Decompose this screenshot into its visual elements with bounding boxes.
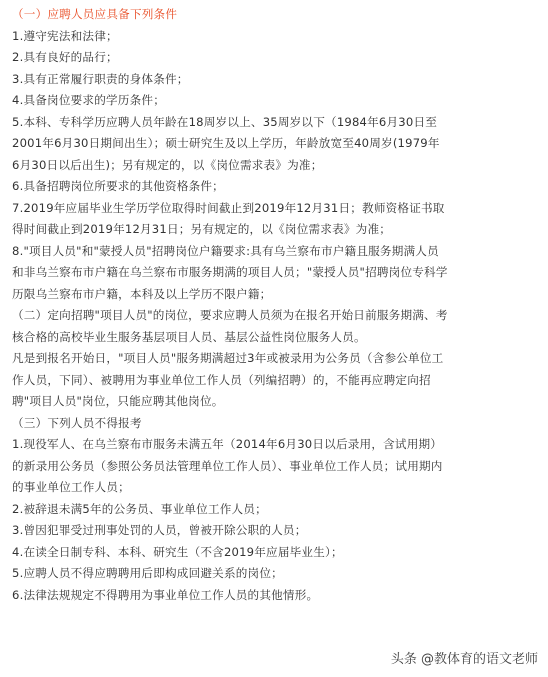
list-item-line: 5.本科、专科学历应聘人员年龄在18周岁以上、35周岁以下（1984年6月30日至 (12, 114, 438, 129)
section-1-heading: （一）应聘人员应具备下列条件 (12, 7, 178, 21)
list-item-line: 7.2019年应届毕业生学历学位取得时间截止到2019年12月31日；教师资格证书取 (12, 200, 445, 215)
list-item: 6.具备招聘岗位所要求的其他资格条件； (12, 179, 224, 193)
watermark: 头条 @教体育的语文老师 (389, 648, 540, 667)
section-2-line: 凡是到报名开始日，"项目人员"服务期满超过3年或被录用为公务员（含参公单位工 (12, 351, 444, 365)
section-2-line: （二）定向招聘"项目人员"的岗位，要求应聘人员须为在报名开始日前服务期满、考 (12, 308, 448, 322)
list-item: 2.被辞退未满5年的公务员、事业单位工作人员； (12, 501, 267, 516)
list-item-line: 的事业单位工作人员； (12, 480, 130, 494)
list-item: 6.法律法规规定不得聘用为事业单位工作人员的其他情形。 (12, 587, 319, 602)
section-3-heading: （三）下列人员不得报考 (12, 415, 142, 430)
list-item: 3.具有正常履行职责的身体条件； (12, 71, 189, 86)
list-item-line: 8."项目人员"和"蒙授人员"招聘岗位户籍要求:具有乌兰察布市户籍且服务期满人员 (12, 243, 439, 258)
list-item: 4.具备岗位要求的学历条件； (12, 93, 165, 107)
list-item-line: 历限乌兰察布市户籍，本科及以上学历不限户籍； (12, 286, 272, 301)
list-item-line: 得时间截止到2019年12月31日；另有规定的，以《岗位需求表》为准； (12, 222, 392, 236)
section-2-line: 聘"项目人员"岗位，只能应聘其他岗位。 (12, 394, 224, 408)
list-item-line: 6月30日以后出生)；另有规定的，以《岗位需求表》为准； (12, 157, 323, 172)
list-item: 1.遵守宪法和法律； (12, 28, 118, 43)
list-item: 4.在读全日制专科、本科、研究生（不含2019年应届毕业生）； (12, 544, 343, 559)
list-item-line: 2001年6月30日期间出生）；硕士研究生及以上学历，年龄放宽至40周岁(1979年 (12, 136, 440, 150)
list-item: 5.应聘人员不得应聘聘用后即构成回避关系的岗位； (12, 566, 283, 580)
section-2-line: 作人员，下同）、被聘用为事业单位工作人员（列编招聘）的，不能再应聘定向招 (12, 372, 431, 387)
list-item-line: 的新录用公务员（参照公务员法管理单位工作人员）、事业单位工作人员；试用期内 (12, 458, 443, 473)
list-item-line: 和非乌兰察布市户籍在乌兰察布市服务期满的项目人员；"蒙授人员"招聘岗位专科学 (12, 265, 448, 279)
list-item-line: 1.现役军人、在乌兰察布市服务未满五年（2014年6月30日以后录用，含试用期） (12, 437, 443, 451)
section-2-line: 核合格的高校毕业生服务基层项目人员、基层公益性岗位服务人员。 (12, 329, 366, 344)
list-item: 2.具有良好的品行； (12, 50, 118, 64)
list-item: 3.曾因犯罪受过刑事处罚的人员，曾被开除公职的人员； (12, 523, 307, 537)
